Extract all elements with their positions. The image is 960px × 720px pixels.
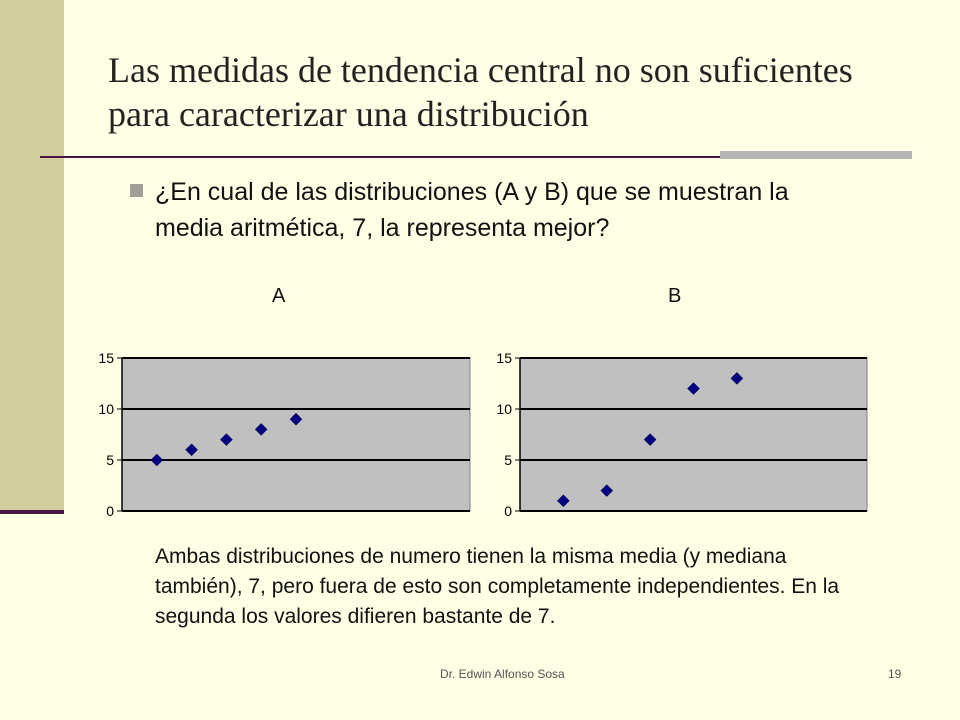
footer-author: Dr. Edwin Alfonso Sosa xyxy=(440,667,565,681)
slide-title: Las medidas de tendencia central no son suficientes para caracterizar una distribución xyxy=(108,50,853,134)
explanation-text: Ambas distribuciones de numero tienen la misma media (y mediana también), 7, pero fuera de esto son completamente independientes. En la segunda los valores difieren bastante de 7. xyxy=(155,545,840,628)
footer-page-number: 19 xyxy=(888,667,902,681)
chart-b-title: B xyxy=(668,285,682,307)
chart-a-y-tick-label: 15 xyxy=(98,350,114,366)
chart-a-title: A xyxy=(272,285,286,307)
chart-a-y-tick-label: 0 xyxy=(106,503,114,519)
chart-b-plot-area xyxy=(520,358,867,511)
chart-b-y-tick-label: 10 xyxy=(496,401,512,417)
chart-a-y-tick-label: 5 xyxy=(106,452,114,468)
bullet-question: ¿En cual de las distribuciones (A y B) que se muestran la media aritmética, 7, la representa mejor? xyxy=(155,178,789,242)
chart-b-y-tick-label: 0 xyxy=(504,503,512,519)
chart-b-y-tick-label: 15 xyxy=(496,350,512,366)
chart-b-y-tick-label: 5 xyxy=(504,452,512,468)
chart-a-plot-area xyxy=(122,358,470,511)
chart-a-y-tick-label: 10 xyxy=(98,401,114,417)
